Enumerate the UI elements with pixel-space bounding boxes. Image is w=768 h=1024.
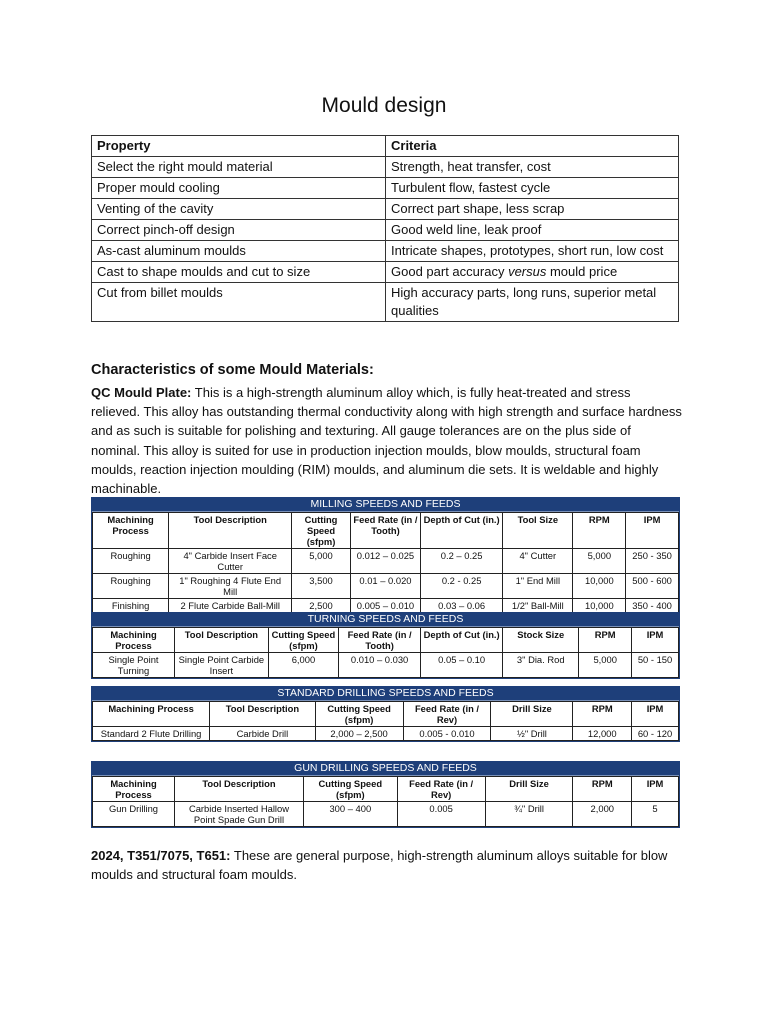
cell: 300 – 400 (303, 802, 397, 827)
header-cell: IPM (626, 513, 679, 549)
page-title: Mould design (321, 94, 447, 117)
property-cell: Proper mould cooling (92, 178, 386, 199)
header-cell: Cutting Speed (sfpm) (268, 628, 338, 653)
header-cell: IPM (632, 777, 679, 802)
cell: 1/2" Ball-Mill (503, 599, 573, 613)
cell: 2 Flute Carbide Ball-Mill (169, 599, 292, 613)
cell: Gun Drilling (93, 802, 175, 827)
qc-text: This is a high-strength aluminum alloy which, is fully heat-treated and stress relieved. This alloy has outstanding thermal conductivity along with high strength and surface hardness and as such is suitable for polishing and texturing. All gauge tolerances are on the plus side of nominal. This alloy is suited for use in production injection moulds, blow moulds, structural foam moulds, reaction injection moulding (RIM) moulds, and aluminum die sets. It is weldable and highly machinable. (91, 385, 682, 497)
header-cell: Depth of Cut (in.) (421, 513, 503, 549)
table-row (92, 241, 679, 262)
alloy-text: These are general purpose, high-strength aluminum alloys suitable for blow moulds and structural foam moulds. (91, 848, 668, 883)
table-header-row (93, 777, 679, 802)
cell: 60 - 120 (632, 727, 679, 741)
cell: 0.2 - 0.25 (421, 574, 503, 599)
criteria-cell: Good weld line, leak proof (386, 220, 679, 241)
header-cell: Stock Size (503, 628, 579, 653)
table-row (92, 157, 679, 178)
cell: 1" End Mill (503, 574, 573, 599)
cell: 0.005 - 0.010 (403, 727, 491, 741)
turning-title: TURNING SPEEDS AND FEEDS (92, 613, 679, 627)
cell: 4" Cutter (503, 549, 573, 574)
cell: ½" Drill (491, 727, 573, 741)
table-header-row (93, 513, 679, 549)
header-cell: Tool Description (169, 513, 292, 549)
qc-paragraph (91, 383, 683, 498)
table-row (92, 220, 679, 241)
cell: 5,000 (292, 549, 351, 574)
header-cell: Machining Process (93, 777, 175, 802)
table-header-row (92, 136, 679, 157)
criteria-cell (386, 262, 679, 283)
header-criteria: Criteria (386, 136, 679, 157)
criteria-cell: Turbulent flow, fastest cycle (386, 178, 679, 199)
header-cell: Feed Rate (in / Tooth) (350, 513, 420, 549)
cell: 0.010 – 0.030 (339, 653, 421, 678)
criteria-cell: Intricate shapes, prototypes, short run, low cost (386, 241, 679, 262)
standard-drilling-title: STANDARD DRILLING SPEEDS AND FEEDS (92, 687, 679, 701)
property-cell: Correct pinch-off design (92, 220, 386, 241)
criteria-text: Good part accuracy (391, 264, 509, 279)
alloy-label: 2024, T351/7075, T651: (91, 848, 231, 863)
property-cell: Venting of the cavity (92, 199, 386, 220)
table-row (92, 283, 679, 322)
qc-label: QC Mould Plate: (91, 385, 192, 400)
header-cell: Tool Size (503, 513, 573, 549)
cell: 0.2 – 0.25 (421, 549, 503, 574)
header-cell: Machining Process (93, 628, 175, 653)
standard-drilling-table (91, 686, 680, 742)
cell: 0.005 – 0.010 (350, 599, 420, 613)
cell: Carbide Drill (210, 727, 315, 741)
table-row (92, 262, 679, 283)
cell: 0.012 – 0.025 (350, 549, 420, 574)
cell: 5 (632, 802, 679, 827)
cell: 0.03 – 0.06 (421, 599, 503, 613)
cell: Roughing (93, 549, 169, 574)
cell: Finishing (93, 599, 169, 613)
criteria-italic: versus (508, 264, 547, 279)
cell: 2,000 (573, 802, 632, 827)
cell: Single Point Carbide Insert (175, 653, 269, 678)
criteria-text: mould price (546, 264, 618, 279)
criteria-cell: High accuracy parts, long runs, superior metal qualities (386, 283, 679, 322)
milling-table (91, 497, 680, 614)
table-row (92, 178, 679, 199)
cell: 500 - 600 (626, 574, 679, 599)
cell: Standard 2 Flute Drilling (93, 727, 210, 741)
header-cell: Depth of Cut (in.) (421, 628, 503, 653)
criteria-cell: Correct part shape, less scrap (386, 199, 679, 220)
table-header-row (93, 628, 679, 653)
cell: 350 - 400 (626, 599, 679, 613)
cell: Roughing (93, 574, 169, 599)
header-cell: Feed Rate (in / Rev) (397, 777, 485, 802)
cell: 2,500 (292, 599, 351, 613)
table-row (93, 599, 679, 613)
cell: 10,000 (573, 574, 626, 599)
header-property: Property (92, 136, 386, 157)
header-cell: Tool Description (210, 702, 315, 727)
header-cell: Machining Process (93, 702, 210, 727)
criteria-table (91, 135, 679, 322)
cell: 0.05 – 0.10 (421, 653, 503, 678)
gun-drilling-table (91, 761, 680, 828)
cell: 4" Carbide Insert Face Cutter (169, 549, 292, 574)
property-cell: Select the right mould material (92, 157, 386, 178)
cell: Carbide Inserted Hallow Point Spade Gun Drill (175, 802, 304, 827)
gun-drilling-title: GUN DRILLING SPEEDS AND FEEDS (92, 762, 679, 776)
cell: 3" Dia. Rod (503, 653, 579, 678)
table-row (93, 549, 679, 574)
property-cell: Cut from billet moulds (92, 283, 386, 322)
header-cell: RPM (579, 628, 632, 653)
header-cell: RPM (573, 702, 632, 727)
table-row (93, 653, 679, 678)
header-cell: IPM (632, 628, 679, 653)
header-cell: Tool Description (175, 777, 304, 802)
property-cell: Cast to shape moulds and cut to size (92, 262, 386, 283)
cell: 1" Roughing 4 Flute End Mill (169, 574, 292, 599)
table-header-row (93, 702, 679, 727)
header-cell: Tool Description (175, 628, 269, 653)
table-row (93, 574, 679, 599)
criteria-cell: Strength, heat transfer, cost (386, 157, 679, 178)
cell: 0.01 – 0.020 (350, 574, 420, 599)
table-row (93, 727, 679, 741)
cell: ¾" Drill (485, 802, 573, 827)
header-cell: Feed Rate (in / Tooth) (339, 628, 421, 653)
header-cell: RPM (573, 777, 632, 802)
property-cell: As-cast aluminum moulds (92, 241, 386, 262)
cell: 6,000 (268, 653, 338, 678)
cell: 50 - 150 (632, 653, 679, 678)
section-heading: Characteristics of some Mould Materials: (91, 362, 374, 378)
cell: 5,000 (579, 653, 632, 678)
header-cell: IPM (632, 702, 679, 727)
cell: 250 - 350 (626, 549, 679, 574)
milling-title: MILLING SPEEDS AND FEEDS (92, 498, 679, 512)
cell: 0.005 (397, 802, 485, 827)
cell: 3,500 (292, 574, 351, 599)
table-row (93, 802, 679, 827)
cell: 5,000 (573, 549, 626, 574)
header-cell: Cutting Speed (sfpm) (292, 513, 351, 549)
header-cell: Cutting Speed (sfpm) (315, 702, 403, 727)
table-row (92, 199, 679, 220)
header-cell: Drill Size (491, 702, 573, 727)
turning-table (91, 612, 680, 679)
cell: 12,000 (573, 727, 632, 741)
header-cell: Cutting Speed (sfpm) (303, 777, 397, 802)
cell: 2,000 – 2,500 (315, 727, 403, 741)
cell: Single Point Turning (93, 653, 175, 678)
header-cell: Machining Process (93, 513, 169, 549)
header-cell: Drill Size (485, 777, 573, 802)
alloy-paragraph (91, 846, 683, 884)
cell: 10,000 (573, 599, 626, 613)
header-cell: RPM (573, 513, 626, 549)
header-cell: Feed Rate (in / Rev) (403, 702, 491, 727)
